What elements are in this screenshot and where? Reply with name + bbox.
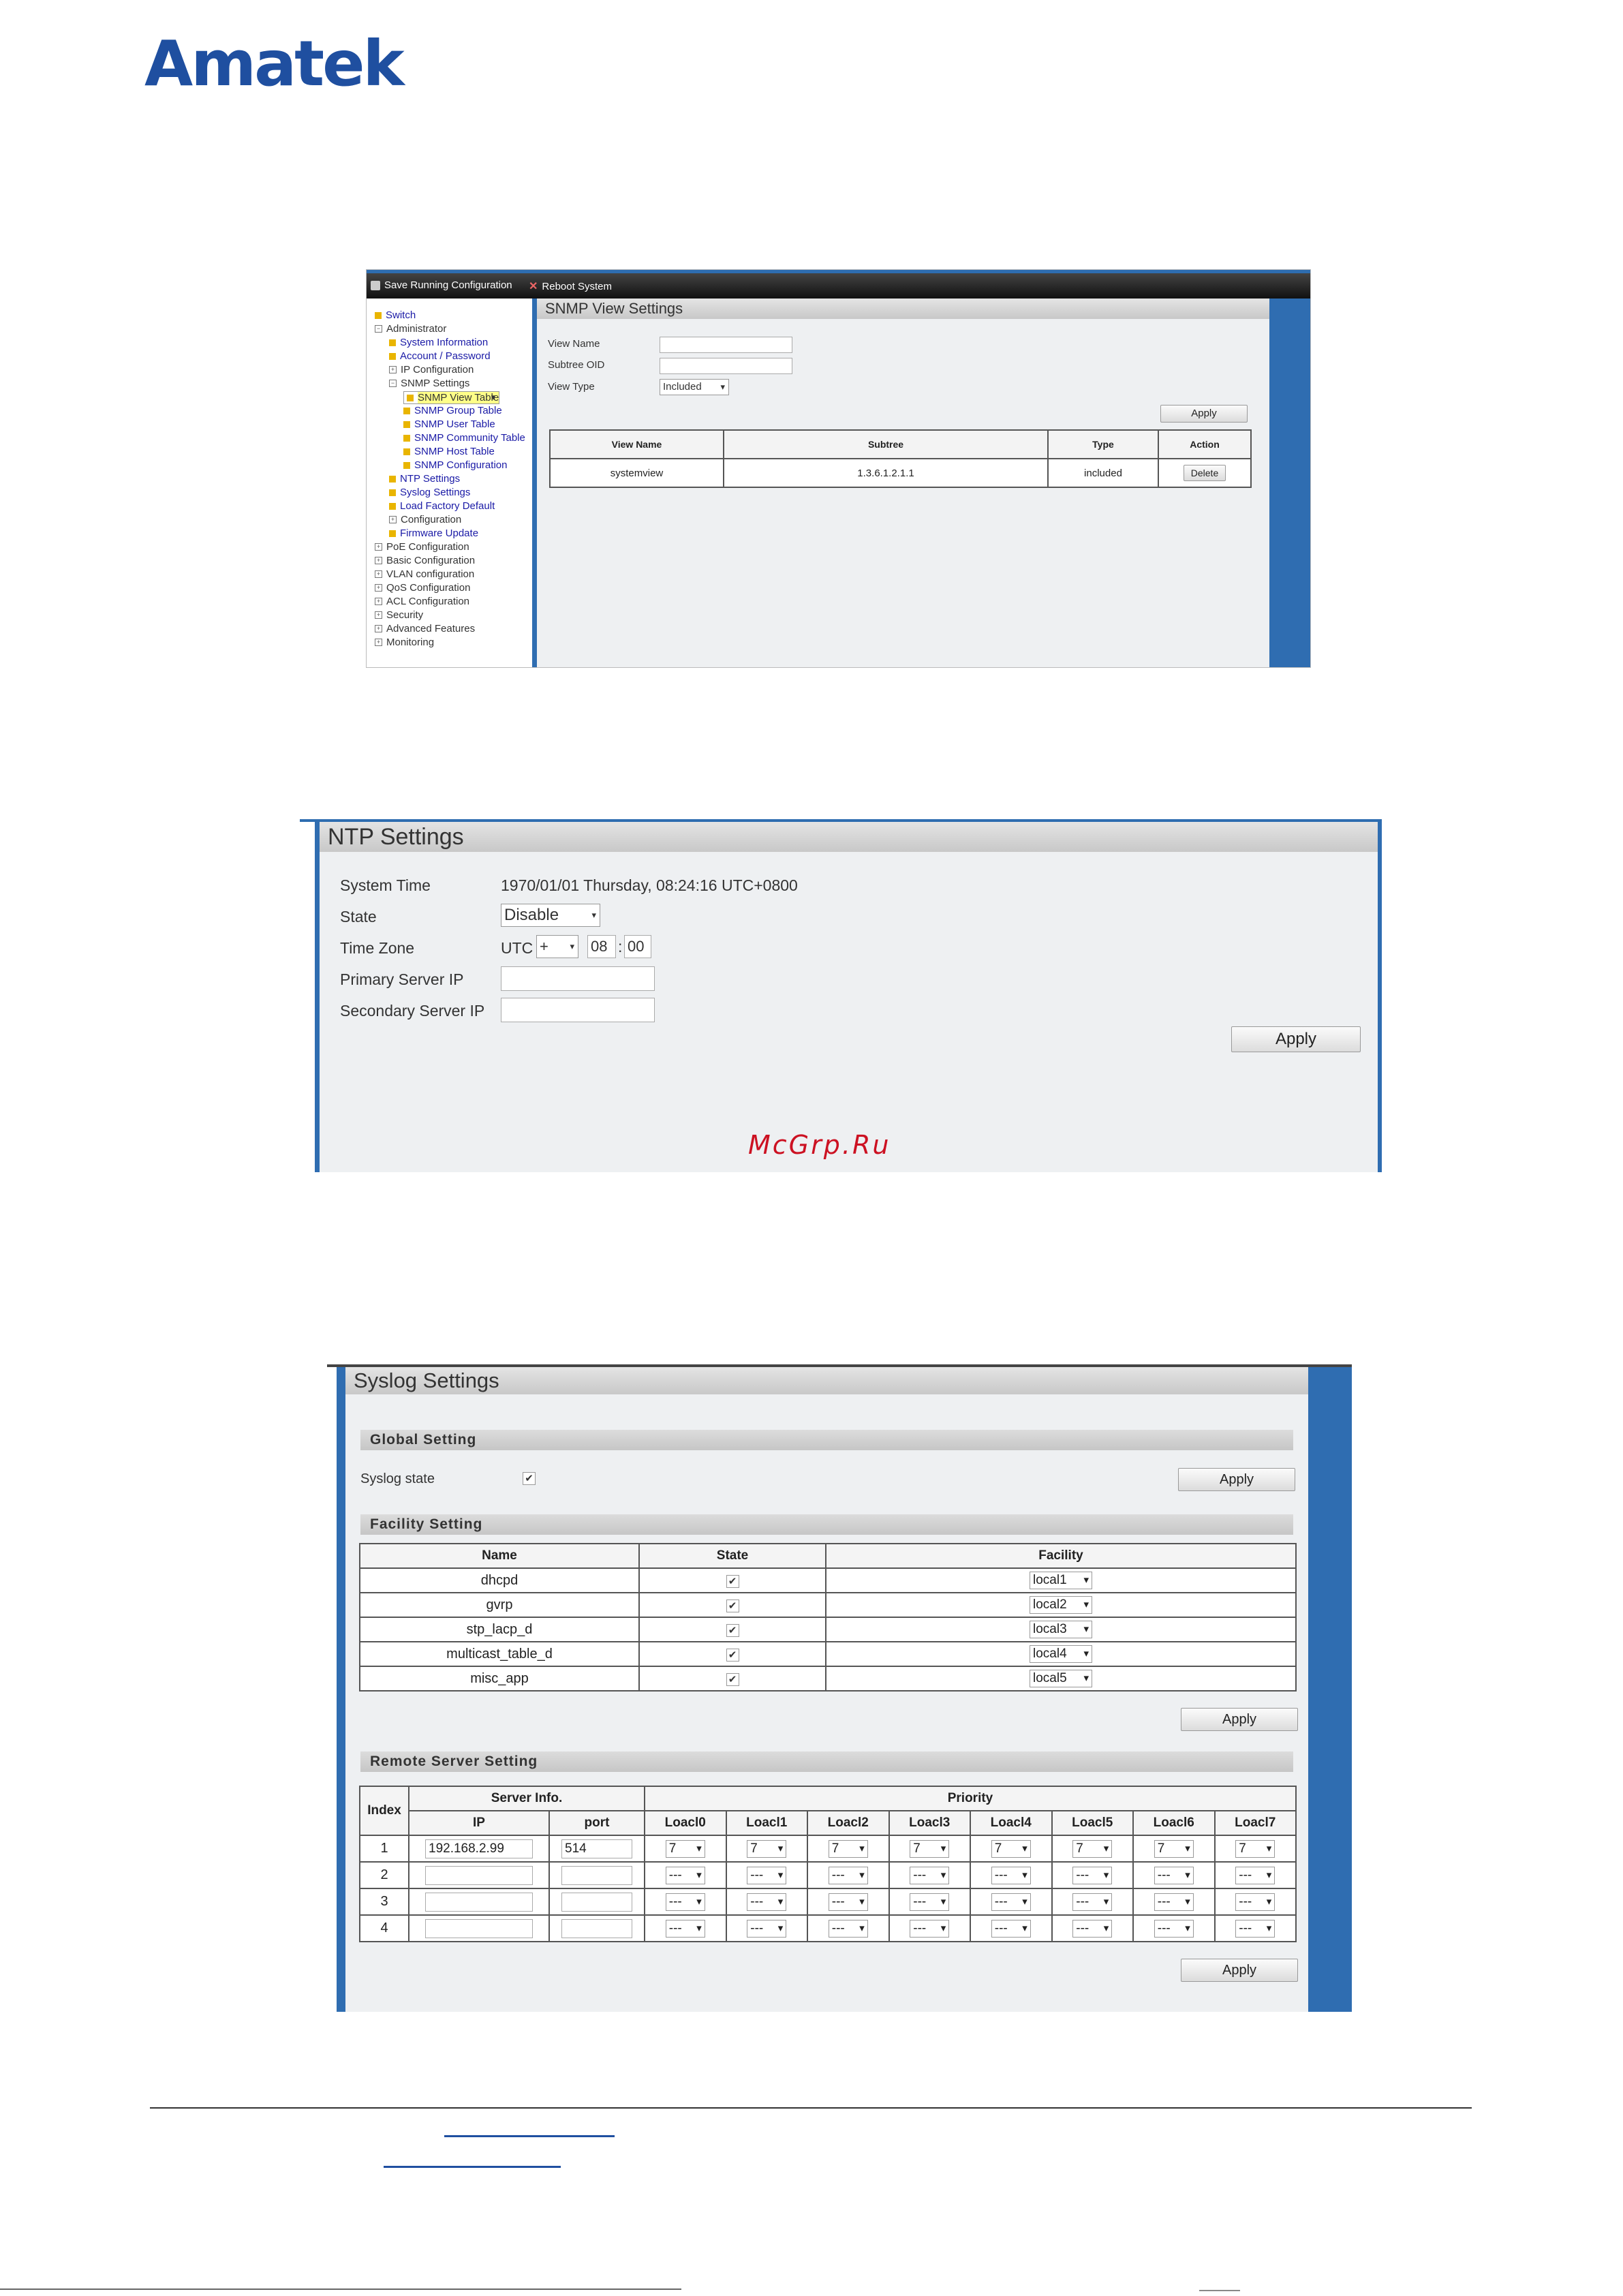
facility-state-cell bbox=[639, 1617, 826, 1642]
priority-cell bbox=[645, 1888, 726, 1915]
tree-item-label: SNMP View Table bbox=[418, 392, 499, 403]
server-index: 3 bbox=[360, 1888, 409, 1915]
primary-server-input[interactable] bbox=[501, 966, 655, 991]
priority-select[interactable]: 7 ▾ bbox=[991, 1840, 1031, 1858]
priority-cell bbox=[645, 1915, 726, 1942]
ntp-apply-button[interactable]: Apply bbox=[1231, 1026, 1361, 1052]
col-index: Index bbox=[360, 1786, 409, 1835]
tree-item-label: Monitoring bbox=[386, 637, 435, 648]
tree-item[interactable] bbox=[375, 555, 475, 566]
priority-select[interactable]: 7 ▾ bbox=[1154, 1840, 1194, 1858]
priority-cell bbox=[645, 1862, 726, 1888]
priority-select[interactable]: --- ▾ bbox=[829, 1920, 868, 1938]
right-frame-bar bbox=[1269, 299, 1310, 667]
tree-item[interactable] bbox=[389, 473, 460, 485]
priority-cell bbox=[807, 1862, 889, 1888]
priority-cell bbox=[1052, 1888, 1134, 1915]
snmp-panel bbox=[537, 299, 1269, 667]
view-name-input[interactable] bbox=[660, 337, 792, 353]
priority-cell bbox=[1133, 1862, 1215, 1888]
server-ip-cell bbox=[409, 1862, 549, 1888]
folder-icon bbox=[403, 462, 410, 469]
priority-select[interactable]: --- ▾ bbox=[1154, 1920, 1194, 1938]
tree-item-label: Security bbox=[386, 609, 424, 621]
priority-select[interactable]: --- ▾ bbox=[991, 1893, 1031, 1911]
tree-item[interactable] bbox=[403, 405, 502, 416]
watermark-text: McGrp.Ru bbox=[748, 1130, 891, 1160]
toolbar-strip bbox=[367, 270, 1310, 273]
priority-cell bbox=[645, 1835, 726, 1862]
col-type: Type bbox=[1048, 430, 1158, 459]
priority-cell bbox=[970, 1915, 1052, 1942]
priority-cell bbox=[889, 1888, 971, 1915]
facility-state-cell bbox=[639, 1642, 826, 1666]
priority-select[interactable]: 7 ▾ bbox=[1072, 1840, 1112, 1858]
priority-cell bbox=[889, 1915, 971, 1942]
col-state: State bbox=[639, 1544, 826, 1568]
page-bottom-mark bbox=[1199, 2290, 1240, 2291]
priority-cell bbox=[726, 1888, 808, 1915]
tree-item-label: Advanced Features bbox=[386, 623, 476, 634]
remote-header-row-2 bbox=[360, 1811, 1296, 1835]
tree-item-label: System Information bbox=[400, 337, 489, 348]
table-row bbox=[360, 1888, 1296, 1915]
server-index: 2 bbox=[360, 1862, 409, 1888]
col-local-7: Loacl7 bbox=[1215, 1811, 1297, 1835]
server-ip-input[interactable] bbox=[425, 1893, 533, 1912]
server-index: 1 bbox=[360, 1835, 409, 1862]
primary-server-label: Primary Server IP bbox=[340, 970, 464, 988]
tree-item-label: Firmware Update bbox=[400, 527, 479, 539]
facility-state-cell bbox=[639, 1666, 826, 1691]
tree-item-label: Load Factory Default bbox=[400, 500, 495, 512]
table-row bbox=[360, 1642, 1296, 1666]
server-ip-cell bbox=[409, 1915, 549, 1942]
secondary-server-label: Secondary Server IP bbox=[340, 1002, 485, 1020]
server-index: 4 bbox=[360, 1915, 409, 1942]
row-type: included bbox=[1048, 459, 1158, 487]
col-ip: IP bbox=[409, 1811, 549, 1835]
priority-select[interactable]: --- ▾ bbox=[1072, 1867, 1112, 1884]
expand-icon: + bbox=[375, 543, 382, 551]
tree-item[interactable] bbox=[375, 609, 423, 621]
facility-cell bbox=[826, 1666, 1296, 1691]
page-title: Syslog Settings bbox=[345, 1367, 1308, 1394]
remote-server-header: Remote Server Setting bbox=[360, 1751, 1293, 1772]
footer-link-2[interactable] bbox=[384, 2166, 561, 2168]
facility-state-checkbox[interactable]: ✔ bbox=[726, 1673, 739, 1686]
priority-select[interactable]: --- ▾ bbox=[1235, 1893, 1275, 1911]
expand-icon: + bbox=[375, 557, 382, 564]
tree-item[interactable] bbox=[389, 527, 478, 539]
server-ip-input[interactable]: 192.168.2.99 bbox=[425, 1839, 533, 1858]
tree-item[interactable] bbox=[375, 323, 446, 335]
priority-select[interactable]: 7 ▾ bbox=[666, 1840, 705, 1858]
col-server-info: Server Info. bbox=[409, 1786, 645, 1811]
right-frame-bar bbox=[1308, 1367, 1352, 2012]
facility-select[interactable]: local2 ▾ bbox=[1030, 1596, 1092, 1614]
priority-select[interactable]: --- ▾ bbox=[1072, 1920, 1112, 1938]
collapse-icon: − bbox=[375, 325, 382, 333]
tree-item[interactable] bbox=[375, 623, 475, 634]
folder-icon bbox=[389, 476, 396, 483]
page-title: SNMP View Settings bbox=[537, 299, 1269, 319]
remote-server-table bbox=[359, 1786, 1297, 1942]
facility-apply-button[interactable]: Apply bbox=[1181, 1708, 1298, 1731]
folder-icon bbox=[389, 489, 396, 496]
col-local-4: Loacl4 bbox=[970, 1811, 1052, 1835]
priority-cell bbox=[726, 1835, 808, 1862]
tree-item[interactable] bbox=[403, 418, 495, 430]
priority-select[interactable]: --- ▾ bbox=[666, 1867, 705, 1884]
priority-cell bbox=[726, 1915, 808, 1942]
priority-cell bbox=[1133, 1888, 1215, 1915]
tree-item-label: QoS Configuration bbox=[386, 582, 471, 594]
priority-cell bbox=[970, 1888, 1052, 1915]
ntp-settings-screenshot bbox=[300, 819, 1382, 1172]
server-port-input[interactable]: 514 bbox=[561, 1839, 632, 1858]
utc-label: UTC bbox=[501, 939, 534, 957]
priority-select[interactable]: --- ▾ bbox=[747, 1893, 786, 1911]
timezone-minutes-input[interactable]: 00 bbox=[624, 935, 651, 958]
folder-icon bbox=[389, 339, 396, 346]
tree-item[interactable] bbox=[403, 459, 507, 471]
tools-icon: ✕ bbox=[529, 281, 538, 292]
folder-icon bbox=[389, 353, 396, 360]
facility-select[interactable]: local3 ▾ bbox=[1030, 1621, 1092, 1638]
facility-select[interactable]: local1 ▾ bbox=[1030, 1572, 1092, 1589]
server-port-cell bbox=[549, 1888, 645, 1915]
global-apply-button[interactable]: Apply bbox=[1178, 1468, 1295, 1491]
facility-cell bbox=[826, 1568, 1296, 1593]
table-row bbox=[360, 1568, 1296, 1593]
syslog-panel bbox=[345, 1367, 1308, 2012]
secondary-server-input[interactable] bbox=[501, 998, 655, 1022]
facility-state-checkbox[interactable]: ✔ bbox=[726, 1599, 739, 1612]
expand-icon: + bbox=[375, 611, 382, 619]
priority-select[interactable]: --- ▾ bbox=[991, 1920, 1031, 1938]
facility-cell bbox=[826, 1593, 1296, 1617]
expand-icon: + bbox=[389, 516, 397, 523]
footer-link-1[interactable] bbox=[444, 2135, 615, 2137]
folder-icon bbox=[403, 448, 410, 455]
facility-name: multicast_table_d bbox=[360, 1642, 639, 1666]
expand-icon: + bbox=[375, 570, 382, 578]
navigation-tree bbox=[367, 299, 537, 667]
col-name: Name bbox=[360, 1544, 639, 1568]
system-time-value: 1970/01/01 Thursday, 08:24:16 UTC+0800 bbox=[501, 876, 798, 894]
save-config-button[interactable] bbox=[371, 279, 512, 291]
facility-cell bbox=[826, 1642, 1296, 1666]
page-title: NTP Settings bbox=[320, 822, 1378, 852]
ntp-panel bbox=[320, 822, 1378, 1172]
tree-item-label: ACL Configuration bbox=[386, 596, 470, 607]
table-row bbox=[360, 1617, 1296, 1642]
folder-icon bbox=[389, 503, 396, 510]
collapse-icon: − bbox=[389, 380, 397, 387]
facility-name: gvrp bbox=[360, 1593, 639, 1617]
syslog-state-checkbox[interactable]: ✔ bbox=[523, 1472, 536, 1485]
server-port-cell bbox=[549, 1862, 645, 1888]
priority-select[interactable]: --- ▾ bbox=[1072, 1893, 1112, 1911]
priority-cell bbox=[1052, 1835, 1134, 1862]
tree-item-label: Basic Configuration bbox=[386, 555, 476, 566]
priority-cell bbox=[1215, 1835, 1297, 1862]
expand-icon: + bbox=[375, 625, 382, 632]
view-name-label: View Name bbox=[548, 338, 600, 350]
col-local-5: Loacl5 bbox=[1052, 1811, 1134, 1835]
priority-select[interactable]: --- ▾ bbox=[910, 1893, 949, 1911]
facility-state-cell bbox=[639, 1568, 826, 1593]
priority-select[interactable]: 7 ▾ bbox=[747, 1840, 786, 1858]
server-ip-cell bbox=[409, 1888, 549, 1915]
save-config-label: Save Running Configuration bbox=[384, 279, 512, 291]
snmp-apply-button[interactable]: Apply bbox=[1160, 405, 1248, 423]
priority-cell bbox=[726, 1862, 808, 1888]
priority-select[interactable]: --- ▾ bbox=[910, 1920, 949, 1938]
tree-item-label: IP Configuration bbox=[401, 364, 474, 376]
delete-button[interactable]: Delete bbox=[1184, 465, 1226, 481]
col-view-name: View Name bbox=[550, 430, 724, 459]
priority-select[interactable]: --- ▾ bbox=[747, 1867, 786, 1884]
priority-select[interactable]: 7 ▾ bbox=[829, 1840, 868, 1858]
timezone-colon: : bbox=[618, 938, 623, 955]
tree-item[interactable] bbox=[375, 309, 416, 321]
folder-icon bbox=[389, 530, 396, 537]
priority-cell bbox=[1215, 1915, 1297, 1942]
amatek-logo: Amatek bbox=[144, 27, 403, 100]
server-ip-input[interactable] bbox=[425, 1919, 533, 1938]
server-port-input[interactable] bbox=[561, 1893, 632, 1912]
priority-select[interactable]: --- ▾ bbox=[829, 1893, 868, 1911]
server-port-cell bbox=[549, 1835, 645, 1862]
view-type-label: View Type bbox=[548, 381, 595, 393]
tree-item[interactable] bbox=[389, 487, 470, 498]
priority-select[interactable]: --- ▾ bbox=[666, 1920, 705, 1938]
facility-state-checkbox[interactable]: ✔ bbox=[726, 1575, 739, 1588]
col-local-6: Loacl6 bbox=[1133, 1811, 1215, 1835]
priority-cell bbox=[970, 1835, 1052, 1862]
server-port-input[interactable] bbox=[561, 1866, 632, 1885]
priority-select[interactable]: --- ▾ bbox=[991, 1867, 1031, 1884]
facility-select[interactable]: local5 ▾ bbox=[1030, 1670, 1092, 1687]
facility-table bbox=[359, 1543, 1297, 1692]
server-ip-cell bbox=[409, 1835, 549, 1862]
table-row bbox=[360, 1915, 1296, 1942]
tree-item[interactable] bbox=[375, 637, 434, 648]
footer-rule bbox=[150, 2107, 1472, 2109]
tree-item[interactable] bbox=[389, 378, 469, 389]
server-port-cell bbox=[549, 1915, 645, 1942]
server-ip-input[interactable] bbox=[425, 1866, 533, 1885]
folder-icon bbox=[403, 408, 410, 414]
expand-icon: + bbox=[375, 639, 382, 646]
tree-item-label: NTP Settings bbox=[400, 473, 461, 485]
global-setting-header: Global Setting bbox=[360, 1430, 1293, 1450]
tree-item-label: SNMP Host Table bbox=[414, 446, 495, 457]
tree-item-label: Administrator bbox=[386, 323, 447, 335]
view-type-select[interactable]: Included ▾ bbox=[660, 379, 729, 395]
priority-cell bbox=[889, 1835, 971, 1862]
priority-cell bbox=[807, 1915, 889, 1942]
table-row bbox=[360, 1835, 1296, 1862]
facility-cell bbox=[826, 1617, 1296, 1642]
syslog-settings-screenshot bbox=[327, 1364, 1352, 2012]
facility-state-cell bbox=[639, 1593, 826, 1617]
page-bottom-rule bbox=[0, 2289, 681, 2290]
system-time-label: System Time bbox=[340, 876, 431, 894]
timezone-hours-input[interactable]: 08 bbox=[587, 935, 616, 958]
priority-select[interactable]: --- ▾ bbox=[910, 1867, 949, 1884]
table-row bbox=[550, 459, 1251, 487]
tree-item-label: SNMP Configuration bbox=[414, 459, 508, 471]
facility-state-checkbox[interactable]: ✔ bbox=[726, 1649, 739, 1662]
reboot-label: Reboot System bbox=[542, 280, 612, 292]
col-local-0: Loacl0 bbox=[645, 1811, 726, 1835]
facility-rows bbox=[360, 1568, 1296, 1691]
priority-cell bbox=[1052, 1915, 1134, 1942]
col-priority: Priority bbox=[645, 1786, 1296, 1811]
folder-icon bbox=[403, 435, 410, 442]
col-action: Action bbox=[1158, 430, 1251, 459]
col-facility: Facility bbox=[826, 1544, 1296, 1568]
tree-item-label: SNMP User Table bbox=[414, 418, 495, 430]
server-port-input[interactable] bbox=[561, 1919, 632, 1938]
timezone-sign-select[interactable]: + ▾ bbox=[536, 935, 578, 958]
state-label: State bbox=[340, 908, 377, 925]
tree-item-label: SNMP Community Table bbox=[414, 432, 525, 444]
tree-item[interactable] bbox=[389, 364, 474, 376]
ntp-state-select[interactable]: Disable ▾ bbox=[501, 904, 600, 927]
folder-icon bbox=[403, 421, 410, 428]
facility-name: stp_lacp_d bbox=[360, 1617, 639, 1642]
priority-select[interactable]: --- ▾ bbox=[1154, 1867, 1194, 1884]
tree-item[interactable] bbox=[389, 350, 491, 362]
tree-item[interactable] bbox=[375, 582, 470, 594]
table-row bbox=[360, 1593, 1296, 1617]
table-header-row bbox=[550, 430, 1251, 459]
syslog-state-label: Syslog state bbox=[360, 1471, 435, 1486]
left-frame-bar bbox=[315, 822, 320, 1172]
tree-item-label: Syslog Settings bbox=[400, 487, 471, 498]
tree-item-label: Configuration bbox=[401, 514, 462, 525]
tree-item[interactable] bbox=[375, 568, 474, 580]
priority-cell bbox=[807, 1888, 889, 1915]
facility-header-row bbox=[360, 1544, 1296, 1568]
priority-select[interactable]: --- ▾ bbox=[1235, 1867, 1275, 1884]
priority-cell bbox=[1133, 1835, 1215, 1862]
remote-header-row-1 bbox=[360, 1786, 1296, 1811]
snmp-view-screenshot bbox=[366, 269, 1311, 668]
facility-name: dhcpd bbox=[360, 1568, 639, 1593]
expand-icon: + bbox=[375, 584, 382, 592]
priority-select[interactable]: 7 ▾ bbox=[910, 1840, 949, 1858]
table-row bbox=[360, 1862, 1296, 1888]
priority-select[interactable]: --- ▾ bbox=[747, 1920, 786, 1938]
expand-icon: + bbox=[375, 598, 382, 605]
priority-select[interactable]: --- ▾ bbox=[829, 1867, 868, 1884]
table-row bbox=[360, 1666, 1296, 1691]
tree-item[interactable] bbox=[375, 596, 469, 607]
save-icon bbox=[371, 281, 380, 290]
row-subtree: 1.3.6.1.2.1.1 bbox=[724, 459, 1048, 487]
left-frame-bar bbox=[337, 1367, 345, 2012]
remote-apply-button[interactable]: Apply bbox=[1181, 1959, 1298, 1982]
tree-item[interactable] bbox=[403, 432, 525, 444]
facility-setting-header: Facility Setting bbox=[360, 1514, 1293, 1535]
tree-item[interactable] bbox=[389, 500, 495, 512]
col-subtree: Subtree bbox=[724, 430, 1048, 459]
facility-state-checkbox[interactable]: ✔ bbox=[726, 1624, 739, 1637]
priority-cell bbox=[1215, 1888, 1297, 1915]
tree-item-label: VLAN configuration bbox=[386, 568, 475, 580]
priority-cell bbox=[1052, 1862, 1134, 1888]
row-view-name: systemview bbox=[550, 459, 724, 487]
right-frame-bar bbox=[1378, 822, 1382, 1172]
col-local-1: Loacl1 bbox=[726, 1811, 808, 1835]
col-port: port bbox=[549, 1811, 645, 1835]
facility-name: misc_app bbox=[360, 1666, 639, 1691]
tree-item-label: SNMP Group Table bbox=[414, 405, 502, 416]
snmp-view-table bbox=[549, 429, 1252, 488]
folder-icon bbox=[407, 395, 414, 401]
server-rows bbox=[360, 1835, 1296, 1942]
tree-item[interactable] bbox=[403, 391, 499, 404]
timezone-label: Time Zone bbox=[340, 939, 415, 957]
priority-cell bbox=[1133, 1915, 1215, 1942]
priority-cell bbox=[807, 1835, 889, 1862]
facility-select[interactable]: local4 ▾ bbox=[1030, 1645, 1092, 1663]
priority-select[interactable]: --- ▾ bbox=[666, 1893, 705, 1911]
priority-cell bbox=[889, 1862, 971, 1888]
top-toolbar bbox=[367, 270, 1310, 299]
priority-cell bbox=[1215, 1862, 1297, 1888]
tree-item-label: Account / Password bbox=[400, 350, 491, 362]
priority-cell bbox=[970, 1862, 1052, 1888]
tree-item-label: Switch bbox=[386, 309, 416, 321]
col-local-2: Loacl2 bbox=[807, 1811, 889, 1835]
priority-select[interactable]: 7 ▾ bbox=[1235, 1840, 1275, 1858]
subtree-oid-input[interactable] bbox=[660, 358, 792, 374]
folder-icon bbox=[375, 312, 382, 319]
tree-item[interactable] bbox=[389, 514, 461, 525]
priority-select[interactable]: --- ▾ bbox=[1235, 1920, 1275, 1938]
tree-item[interactable] bbox=[375, 541, 469, 553]
tree-item-label: SNMP Settings bbox=[401, 378, 470, 389]
expand-icon: + bbox=[389, 366, 397, 373]
col-local-3: Loacl3 bbox=[889, 1811, 971, 1835]
tree-item[interactable] bbox=[389, 337, 488, 348]
row-action-cell bbox=[1158, 459, 1251, 487]
subtree-oid-label: Subtree OID bbox=[548, 359, 605, 371]
reboot-button[interactable] bbox=[529, 279, 612, 293]
tree-item-label: PoE Configuration bbox=[386, 541, 469, 553]
priority-select[interactable]: --- ▾ bbox=[1154, 1893, 1194, 1911]
tree-item[interactable] bbox=[403, 446, 495, 457]
